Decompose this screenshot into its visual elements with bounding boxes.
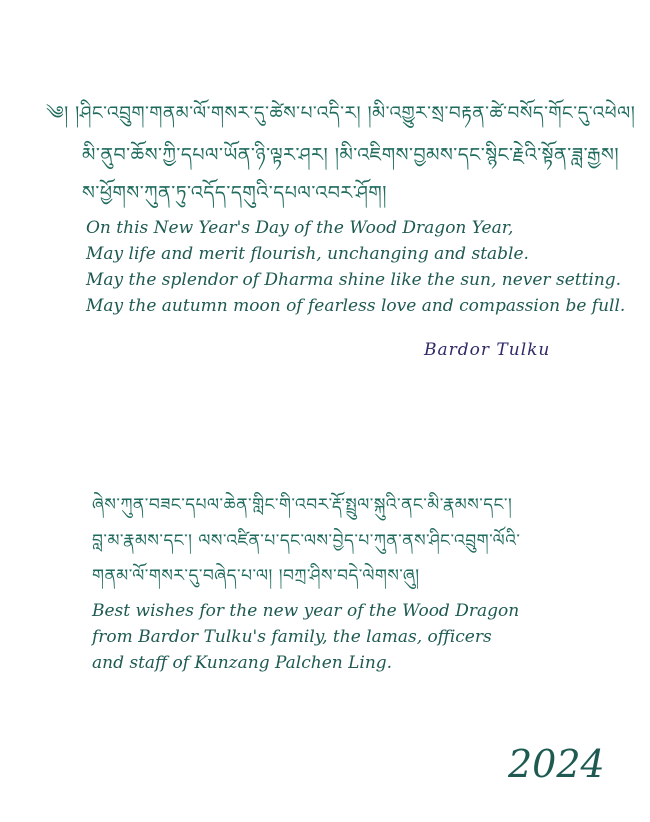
wishes-english-line-2: from Bardor Tulku's family, the lamas, officers	[92, 627, 492, 647]
wishes-english-line-1: Best wishes for the new year of the Wood Dragon	[92, 601, 520, 621]
signature: Bardor Tulku	[424, 340, 551, 360]
wishes-tibetan-line-1: ཞེས་ཀུན་བཟང་དཔལ་ཆེན་གླིང་གི་འབར་རྡོ་སྤྲུལ་སྐུའི་ནང་མི་རྣམས་དང་།	[92, 495, 513, 515]
greeting-english-line-4: May the autumn moon of fearless love and compassion be full.	[86, 296, 626, 316]
wishes-tibetan-line-2: བླ་མ་རྣམས་དང་། ལས་འཛིན་པ་དང་ལས་བྱེད་པ་ཀུན་ནས་ཤིང་འབྲུག་ལོའི་	[92, 531, 521, 551]
greeting-english-line-3: May the splendor of Dharma shine like the sun, never setting.	[86, 270, 622, 290]
wishes-english-line-3: and staff of Kunzang Palchen Ling.	[92, 653, 393, 673]
greeting-tibetan-line-1: ༄། །ཤིང་འབྲུག་གནམ་ལོ་གསར་དུ་ཚེས་པ་འདི་ར། །མི་འགྱུར་སྲ་བརྟན་ཚེ་བསོད་གོང་དུ་འཕེལ།	[46, 103, 636, 124]
greeting-english-verse	[86, 215, 625, 319]
wishes-tibetan-line-3: གནམ་ལོ་གསར་དུ་བཞེད་པ་ལ། །བཀྲ་ཤིས་བདེ་ལེགས་ཞུ།	[92, 566, 420, 586]
year: 2024	[508, 742, 605, 786]
greeting-tibetan-line-3: ས་ཕྱོགས་ཀུན་ཏུ་འདོད་དགུའི་དཔལ་འབར་ཤོག།	[82, 182, 387, 204]
greeting-english-line-2: May life and merit flourish, unchanging and stable.	[86, 244, 529, 264]
greeting-tibetan-line-2: མི་ནུབ་ཆོས་ཀྱི་དཔལ་ཡོན་ཉི་ལྟར་ཤར། །མི་འཇིགས་བྱམས་དང་སྙིང་རྗེའི་སྟོན་ཟླ་རྒྱས།	[82, 144, 620, 166]
greeting-english-line-1: On this New Year's Day of the Wood Dragon Year,	[86, 218, 514, 238]
wishes-english	[92, 598, 519, 676]
